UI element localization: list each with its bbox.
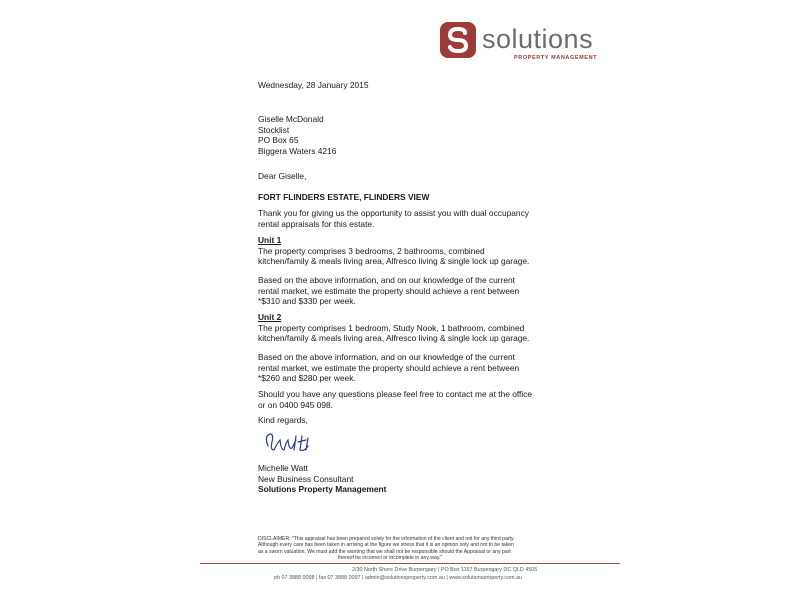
logo-s-icon — [440, 22, 476, 58]
signatory-company: Solutions Property Management — [258, 484, 387, 495]
closing-note-line: Should you have any questions please feel free to contact me at the office — [258, 389, 533, 399]
unit1-description-line: kitchen/family & meals living area, Alfresco living & single lock up garage. — [258, 256, 530, 267]
disclaimer-line: DISCLAIMER: "This appraisal has been prepared solely for the information of the client and not for any third party. — [258, 536, 515, 542]
unit1-description-line: The property comprises 3 bedrooms, 2 bathrooms, combined — [258, 245, 485, 256]
intro-paragraph-line: Thank you for giving us the opportunity to assist you with dual occupancy — [258, 208, 529, 218]
unit1-estimate-line: *$310 and $330 per week. — [258, 296, 356, 307]
unit1-estimate-line: Based on the above information, and on our knowledge of the current — [258, 275, 516, 285]
signoff: Kind regards, — [258, 415, 308, 425]
disclaimer-line: as a sworn valuation. We must add the warning that we shall not be responsible should the Appraisal or any part — [258, 548, 511, 555]
recipient-address-line: Biggera Waters 4216 — [258, 145, 337, 156]
unit2-description-line: kitchen/family & meals living area, Alfresco living & single lock up garage. — [258, 333, 530, 344]
recipient-name: Giselle McDonald — [258, 114, 324, 124]
footer-divider — [200, 563, 620, 564]
brand-tagline: PROPERTY MANAGEMENT — [514, 55, 598, 61]
recipient-company: Stocklist — [258, 124, 290, 135]
disclaimer — [258, 536, 618, 561]
unit2-description-line: The property comprises 1 bedroom, Study Nook, 1 bathroom, combined — [258, 322, 525, 333]
disclaimer-line: thereof be incorrect or incomplete in any way." — [338, 554, 443, 561]
recipient-address-line: PO Box 65 — [258, 135, 299, 146]
unit2-estimate-line: rental market, we estimate the property should achieve a rent between — [258, 362, 520, 373]
unit1-estimate-line: rental market, we estimate the property should achieve a rent between — [258, 285, 520, 296]
letter-date: Wednesday, 28 January 2015 — [258, 80, 369, 90]
subject-line: FORT FLINDERS ESTATE, FLINDERS VIEW — [258, 192, 430, 202]
closing-note-line: or on 0400 945 098. — [258, 399, 333, 410]
disclaimer-line: Although every care has been taken in arriving at the figure we stress that it is an opinion only and not to be taken — [258, 542, 514, 549]
unit2-estimate-line: Based on the above information, and on our knowledge of the current — [258, 352, 516, 362]
footer-contact-details: ph 07 3888 0098 | fax 07 3888 0097 | admin@solutionsproperty.com.au | www.solutionsproperty.com.au — [274, 574, 523, 581]
footer-address: 2/30 North Shore Drive Burpengary | PO Box 1157 Burpengary DC QLD 4505 — [352, 567, 538, 573]
unit1-heading: Unit 1 — [258, 235, 282, 245]
footer-contact — [250, 567, 620, 582]
unit2-heading: Unit 2 — [258, 312, 282, 322]
brand-name: solutions — [482, 24, 594, 54]
signatory-name: Michelle Watt — [258, 463, 308, 473]
salutation: Dear Giselle, — [258, 171, 307, 181]
signatory-title: New Business Consultant — [258, 473, 354, 484]
company-logo — [440, 22, 600, 64]
intro-paragraph-line: rental appraisals for this estate. — [258, 218, 375, 229]
handwritten-signature — [262, 428, 318, 463]
unit2-estimate-line: *$260 and $280 per week. — [258, 373, 356, 384]
